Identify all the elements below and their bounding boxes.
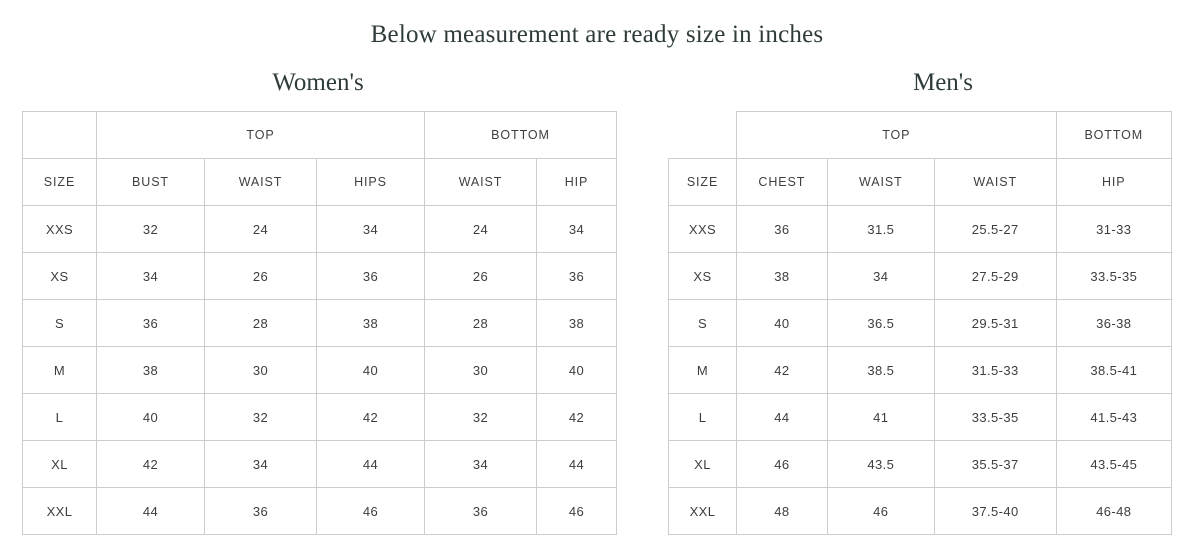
womens-r6-hip: 46: [537, 488, 617, 535]
mens-r0-waist-bottom: 25.5-27: [934, 206, 1056, 253]
womens-r6-waist-bottom: 36: [425, 488, 537, 535]
table-row: [669, 488, 1172, 535]
womens-size-table: [22, 111, 617, 535]
table-row: [23, 488, 617, 535]
mens-r5-chest: 46: [737, 441, 828, 488]
womens-r6-hips: 46: [317, 488, 425, 535]
womens-r5-waist-top: 34: [205, 441, 317, 488]
womens-r4-size: L: [23, 394, 97, 441]
mens-col-hip: HIP: [1056, 159, 1171, 206]
table-row: [23, 394, 617, 441]
table-row: [669, 253, 1172, 300]
womens-r2-waist-top: 28: [205, 300, 317, 347]
womens-header-row: [23, 159, 617, 206]
mens-col-waist-bottom: WAIST: [934, 159, 1056, 206]
mens-r1-waist-bottom: 27.5-29: [934, 253, 1056, 300]
mens-header-row: [669, 159, 1172, 206]
mens-col-waist-top: WAIST: [827, 159, 934, 206]
mens-r0-hip: 31-33: [1056, 206, 1171, 253]
womens-r3-size: M: [23, 347, 97, 394]
womens-col-waist-top: WAIST: [205, 159, 317, 206]
table-row: [23, 441, 617, 488]
table-row: [669, 300, 1172, 347]
womens-r0-waist-bottom: 24: [425, 206, 537, 253]
mens-r5-hip: 43.5-45: [1056, 441, 1171, 488]
womens-r4-waist-top: 32: [205, 394, 317, 441]
womens-r4-waist-bottom: 32: [425, 394, 537, 441]
table-row: [23, 253, 617, 300]
mens-r5-size: XL: [669, 441, 737, 488]
mens-group-row: [669, 112, 1172, 159]
mens-r1-size: XS: [669, 253, 737, 300]
mens-r2-hip: 36-38: [1056, 300, 1171, 347]
table-row: [23, 347, 617, 394]
mens-heading: Men's: [912, 69, 974, 96]
womens-col-hip: HIP: [537, 159, 617, 206]
mens-r4-waist-top: 41: [827, 394, 934, 441]
womens-group-blank: [23, 112, 97, 159]
womens-size-block: [22, 69, 616, 535]
mens-r2-chest: 40: [737, 300, 828, 347]
mens-r5-waist-bottom: 35.5-37: [934, 441, 1056, 488]
mens-col-chest: CHEST: [737, 159, 828, 206]
womens-r0-size: XXS: [23, 206, 97, 253]
mens-r1-waist-top: 34: [827, 253, 934, 300]
table-row: [669, 394, 1172, 441]
mens-r1-chest: 38: [737, 253, 828, 300]
womens-r0-hip: 34: [537, 206, 617, 253]
womens-r6-waist-top: 36: [205, 488, 317, 535]
womens-r0-bust: 32: [97, 206, 205, 253]
womens-r1-size: XS: [23, 253, 97, 300]
womens-r2-bust: 36: [97, 300, 205, 347]
mens-r0-size: XXS: [669, 206, 737, 253]
mens-r3-waist-top: 38.5: [827, 347, 934, 394]
mens-group-top: TOP: [737, 112, 1057, 159]
mens-size-table: [668, 111, 1172, 535]
mens-r6-chest: 48: [737, 488, 828, 535]
womens-r1-hip: 36: [537, 253, 617, 300]
womens-r1-waist-top: 26: [205, 253, 317, 300]
mens-group-blank: [669, 112, 737, 159]
womens-table-body: [23, 206, 617, 535]
mens-r3-size: M: [669, 347, 737, 394]
mens-r2-size: S: [669, 300, 737, 347]
page-title: Below measurement are ready size in inches: [370, 21, 824, 48]
table-row: [23, 300, 617, 347]
womens-r5-hips: 44: [317, 441, 425, 488]
table-row: [669, 347, 1172, 394]
mens-r2-waist-top: 36.5: [827, 300, 934, 347]
womens-r3-waist-bottom: 30: [425, 347, 537, 394]
womens-table-head: [23, 112, 617, 206]
womens-r6-bust: 44: [97, 488, 205, 535]
womens-group-bottom: BOTTOM: [425, 112, 617, 159]
womens-group-top: TOP: [97, 112, 425, 159]
mens-r4-waist-bottom: 33.5-35: [934, 394, 1056, 441]
womens-r0-waist-top: 24: [205, 206, 317, 253]
womens-r3-bust: 38: [97, 347, 205, 394]
mens-col-size: SIZE: [669, 159, 737, 206]
womens-r3-hips: 40: [317, 347, 425, 394]
womens-r4-hips: 42: [317, 394, 425, 441]
womens-group-row: [23, 112, 617, 159]
womens-r5-size: XL: [23, 441, 97, 488]
womens-col-size: SIZE: [23, 159, 97, 206]
table-row: [669, 441, 1172, 488]
mens-group-bottom: BOTTOM: [1056, 112, 1171, 159]
mens-r6-hip: 46-48: [1056, 488, 1171, 535]
womens-r3-waist-top: 30: [205, 347, 317, 394]
womens-r0-hips: 34: [317, 206, 425, 253]
womens-r2-hips: 38: [317, 300, 425, 347]
womens-r5-hip: 44: [537, 441, 617, 488]
womens-col-bust: BUST: [97, 159, 205, 206]
womens-r3-hip: 40: [537, 347, 617, 394]
womens-col-waist-bottom: WAIST: [425, 159, 537, 206]
womens-r5-waist-bottom: 34: [425, 441, 537, 488]
mens-r6-waist-top: 46: [827, 488, 934, 535]
mens-r3-chest: 42: [737, 347, 828, 394]
mens-r3-hip: 38.5-41: [1056, 347, 1171, 394]
womens-r1-waist-bottom: 26: [425, 253, 537, 300]
womens-r2-hip: 38: [537, 300, 617, 347]
mens-r0-waist-top: 31.5: [827, 206, 934, 253]
mens-r5-waist-top: 43.5: [827, 441, 934, 488]
mens-r6-size: XXL: [669, 488, 737, 535]
womens-col-hips: HIPS: [317, 159, 425, 206]
mens-table-body: [669, 206, 1172, 535]
womens-r1-bust: 34: [97, 253, 205, 300]
womens-r4-hip: 42: [537, 394, 617, 441]
mens-r3-waist-bottom: 31.5-33: [934, 347, 1056, 394]
mens-r6-waist-bottom: 37.5-40: [934, 488, 1056, 535]
womens-r4-bust: 40: [97, 394, 205, 441]
mens-r2-waist-bottom: 29.5-31: [934, 300, 1056, 347]
womens-r1-hips: 36: [317, 253, 425, 300]
womens-heading: Women's: [272, 69, 364, 96]
mens-r1-hip: 33.5-35: [1056, 253, 1171, 300]
table-row: [669, 206, 1172, 253]
mens-r4-chest: 44: [737, 394, 828, 441]
womens-r2-size: S: [23, 300, 97, 347]
mens-table-head: [669, 112, 1172, 206]
mens-r4-hip: 41.5-43: [1056, 394, 1171, 441]
womens-r2-waist-bottom: 28: [425, 300, 537, 347]
table-row: [23, 206, 617, 253]
womens-r5-bust: 42: [97, 441, 205, 488]
mens-r4-size: L: [669, 394, 737, 441]
mens-r0-chest: 36: [737, 206, 828, 253]
tables-container: [0, 69, 1194, 535]
womens-r6-size: XXL: [23, 488, 97, 535]
mens-size-block: [668, 69, 1172, 535]
